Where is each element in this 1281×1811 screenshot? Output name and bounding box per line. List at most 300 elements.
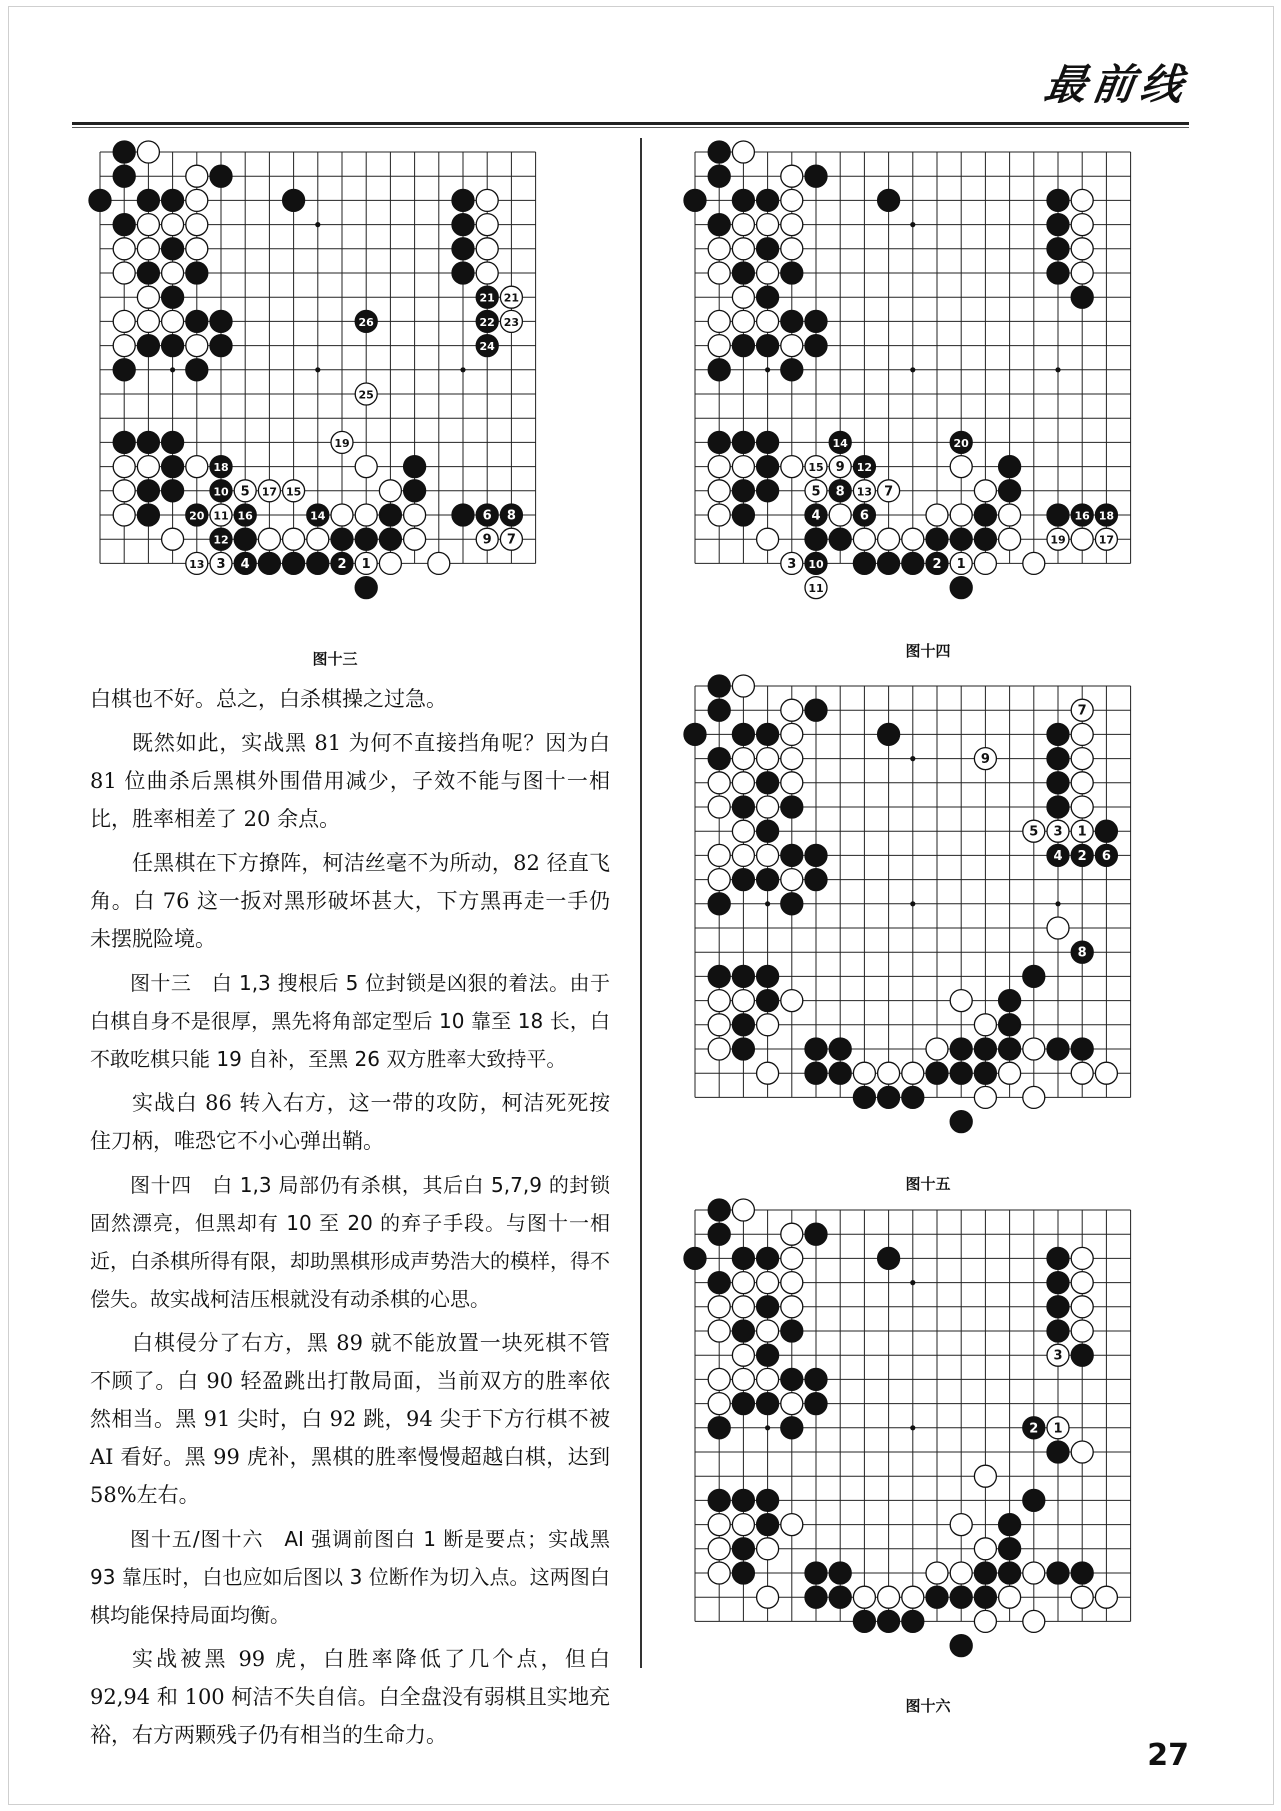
black-stone bbox=[805, 310, 827, 332]
black-stone bbox=[757, 189, 779, 211]
star-point bbox=[1055, 367, 1060, 372]
white-stone bbox=[853, 528, 875, 550]
black-stone bbox=[950, 1038, 972, 1060]
move-number: 2 bbox=[1077, 848, 1087, 864]
white-stone bbox=[210, 552, 232, 574]
black-stone bbox=[829, 1562, 851, 1584]
black-stone bbox=[476, 335, 498, 357]
black-stone bbox=[757, 480, 779, 502]
black-stone bbox=[781, 1417, 803, 1439]
black-stone bbox=[307, 552, 329, 574]
black-stone bbox=[757, 965, 779, 987]
white-stone bbox=[732, 1296, 754, 1318]
black-stone bbox=[708, 748, 730, 770]
black-stone bbox=[781, 310, 803, 332]
black-stone bbox=[805, 1586, 827, 1608]
white-stone bbox=[757, 1586, 779, 1608]
black-stone bbox=[1047, 1038, 1069, 1060]
white-stone bbox=[878, 480, 900, 502]
move-number: 11 bbox=[213, 509, 229, 523]
paragraph: 实战被黑 99 虎，白胜率降低了几个点，但白 92,94 和 100 柯洁不失自信。白全盘没有弱棋且实地充裕，右方两颗残子仍有相当的生命力。 bbox=[90, 1647, 610, 1747]
move-number: 6 bbox=[482, 508, 492, 524]
black-stone bbox=[1071, 1038, 1093, 1060]
black-stone bbox=[1047, 748, 1069, 770]
black-stone bbox=[1095, 820, 1117, 842]
black-stone bbox=[404, 480, 426, 502]
black-stone bbox=[708, 699, 730, 721]
white-stone bbox=[476, 214, 498, 236]
white-stone bbox=[1095, 1062, 1117, 1084]
move-number: 16 bbox=[1074, 509, 1090, 523]
white-stone bbox=[404, 504, 426, 526]
column-divider bbox=[640, 138, 642, 1668]
black-stone bbox=[500, 504, 522, 526]
header-rule bbox=[72, 122, 1189, 125]
black-stone bbox=[950, 577, 972, 599]
move-number: 11 bbox=[808, 582, 824, 596]
black-stone bbox=[781, 796, 803, 818]
white-stone bbox=[732, 675, 754, 697]
black-stone bbox=[926, 1062, 948, 1084]
white-stone bbox=[853, 1062, 875, 1084]
black-stone bbox=[1047, 214, 1069, 236]
move-number: 19 bbox=[1050, 533, 1066, 547]
white-stone bbox=[210, 504, 232, 526]
white-stone bbox=[708, 1296, 730, 1318]
black-stone bbox=[1047, 1320, 1069, 1342]
black-stone bbox=[162, 431, 184, 453]
black-stone bbox=[186, 262, 208, 284]
black-stone bbox=[950, 1062, 972, 1084]
move-number: 4 bbox=[1053, 848, 1063, 864]
move-number: 4 bbox=[240, 556, 250, 572]
white-stone bbox=[974, 748, 996, 770]
black-stone bbox=[757, 431, 779, 453]
board-grid bbox=[695, 152, 1131, 563]
black-stone bbox=[757, 1393, 779, 1415]
black-stone bbox=[162, 456, 184, 478]
black-stone bbox=[137, 480, 159, 502]
go-board-figure-16 bbox=[683, 1198, 1163, 1698]
black-stone bbox=[1047, 772, 1069, 794]
white-stone bbox=[1071, 189, 1093, 211]
white-stone bbox=[1071, 1062, 1093, 1084]
black-stone bbox=[853, 1086, 875, 1108]
white-stone bbox=[234, 480, 256, 502]
black-stone bbox=[708, 165, 730, 187]
white-stone bbox=[732, 1344, 754, 1366]
white-stone bbox=[708, 504, 730, 526]
black-stone bbox=[926, 552, 948, 574]
white-stone bbox=[974, 1538, 996, 1560]
white-stone bbox=[1071, 748, 1093, 770]
white-stone bbox=[1023, 820, 1045, 842]
white-stone bbox=[757, 1014, 779, 1036]
white-stone bbox=[853, 480, 875, 502]
black-stone bbox=[732, 262, 754, 284]
black-stone bbox=[186, 310, 208, 332]
black-stone bbox=[757, 1296, 779, 1318]
white-stone bbox=[708, 869, 730, 891]
black-stone bbox=[829, 528, 851, 550]
black-stone bbox=[708, 359, 730, 381]
white-stone bbox=[708, 1320, 730, 1342]
white-stone bbox=[805, 577, 827, 599]
move-number: 5 bbox=[811, 484, 821, 500]
black-stone bbox=[476, 310, 498, 332]
white-stone bbox=[757, 748, 779, 770]
move-number: 15 bbox=[285, 485, 302, 499]
white-stone bbox=[732, 1199, 754, 1221]
white-stone bbox=[137, 310, 159, 332]
black-stone bbox=[1023, 1417, 1045, 1439]
star-point bbox=[1055, 901, 1060, 906]
black-stone bbox=[210, 456, 232, 478]
black-stone bbox=[732, 723, 754, 745]
black-stone bbox=[926, 1586, 948, 1608]
white-stone bbox=[829, 456, 851, 478]
black-stone bbox=[379, 528, 401, 550]
black-stone bbox=[708, 1199, 730, 1221]
white-stone bbox=[476, 528, 498, 550]
move-number: 9 bbox=[482, 532, 492, 548]
black-stone bbox=[974, 528, 996, 550]
black-stone bbox=[234, 528, 256, 550]
white-stone bbox=[1071, 699, 1093, 721]
black-stone bbox=[999, 1038, 1021, 1060]
white-stone bbox=[1047, 1344, 1069, 1366]
black-stone bbox=[902, 1086, 924, 1108]
white-stone bbox=[137, 456, 159, 478]
white-stone bbox=[137, 141, 159, 163]
black-stone bbox=[186, 504, 208, 526]
white-stone bbox=[757, 1538, 779, 1560]
black-stone bbox=[283, 552, 305, 574]
white-stone bbox=[781, 990, 803, 1012]
black-stone bbox=[757, 723, 779, 745]
star-point bbox=[460, 367, 465, 372]
black-stone bbox=[805, 165, 827, 187]
move-number: 9 bbox=[980, 752, 990, 768]
white-stone bbox=[1071, 820, 1093, 842]
black-stone bbox=[878, 552, 900, 574]
black-stone bbox=[805, 1062, 827, 1084]
black-stone bbox=[234, 504, 256, 526]
black-stone bbox=[331, 552, 353, 574]
black-stone bbox=[805, 1368, 827, 1390]
black-stone bbox=[162, 189, 184, 211]
white-stone bbox=[732, 214, 754, 236]
black-stone bbox=[757, 1514, 779, 1536]
black-stone bbox=[974, 1586, 996, 1608]
black-stone bbox=[210, 310, 232, 332]
black-stone bbox=[1023, 1489, 1045, 1511]
white-stone bbox=[781, 189, 803, 211]
white-stone bbox=[476, 262, 498, 284]
move-number: 7 bbox=[1077, 703, 1087, 719]
black-stone bbox=[926, 528, 948, 550]
white-stone bbox=[878, 1062, 900, 1084]
white-stone bbox=[1071, 238, 1093, 260]
white-stone bbox=[781, 1272, 803, 1294]
black-stone bbox=[732, 431, 754, 453]
black-stone bbox=[1095, 844, 1117, 866]
black-stone bbox=[1047, 504, 1069, 526]
white-stone bbox=[781, 1514, 803, 1536]
white-stone bbox=[974, 480, 996, 502]
figure-13-caption: 图十三 bbox=[312, 650, 358, 668]
black-stone bbox=[732, 869, 754, 891]
white-stone bbox=[283, 480, 305, 502]
black-stone bbox=[1071, 504, 1093, 526]
paragraph: 实战白 86 转入右方，这一带的攻防，柯洁死死按住刀柄，唯恐它不小心弹出鞘。 bbox=[90, 1091, 610, 1153]
move-number: 18 bbox=[213, 461, 229, 475]
white-stone bbox=[500, 286, 522, 308]
white-stone bbox=[950, 552, 972, 574]
black-stone bbox=[805, 1393, 827, 1415]
white-stone bbox=[186, 335, 208, 357]
white-stone bbox=[757, 1320, 779, 1342]
white-stone bbox=[757, 1272, 779, 1294]
move-number: 10 bbox=[808, 557, 824, 571]
black-stone bbox=[732, 1489, 754, 1511]
star-point bbox=[170, 367, 175, 372]
white-stone bbox=[805, 456, 827, 478]
white-stone bbox=[1047, 917, 1069, 939]
black-stone bbox=[805, 1562, 827, 1584]
white-stone bbox=[708, 1514, 730, 1536]
black-stone bbox=[757, 335, 779, 357]
black-stone bbox=[732, 1247, 754, 1269]
move-number: 1 bbox=[1077, 824, 1087, 840]
black-stone bbox=[1023, 965, 1045, 987]
figure-note-13: 图十三 白 1,3 搜根后 5 位封锁是凶狠的着法。由于白棋自身不是很厚，黑先将角部定型后 10 靠至 18 长，白不敢吃棋只能 19 自补，至黑 26 双方胜率大致持平。 bbox=[90, 971, 610, 1071]
white-stone bbox=[283, 528, 305, 550]
black-stone bbox=[452, 262, 474, 284]
black-stone bbox=[974, 1038, 996, 1060]
running-head: 最前线 bbox=[1041, 60, 1193, 109]
black-stone bbox=[113, 431, 135, 453]
white-stone bbox=[732, 990, 754, 1012]
black-stone bbox=[404, 456, 426, 478]
white-stone bbox=[1023, 1038, 1045, 1060]
figure-note-15-16: 图十五/图十六 AI 强调前图白 1 断是要点；实战黑 93 靠压时，白也应如后图以 3 位断作为切入点。这两图白棋均能保持局面均衡。 bbox=[90, 1527, 610, 1627]
white-stone bbox=[186, 165, 208, 187]
white-stone bbox=[1071, 1247, 1093, 1269]
black-stone bbox=[137, 335, 159, 357]
white-stone bbox=[476, 238, 498, 260]
white-stone bbox=[1023, 1562, 1045, 1584]
black-stone bbox=[1047, 1441, 1069, 1463]
white-stone bbox=[708, 796, 730, 818]
white-stone bbox=[428, 552, 450, 574]
black-stone bbox=[113, 214, 135, 236]
white-stone bbox=[757, 1368, 779, 1390]
move-number: 23 bbox=[503, 315, 520, 329]
move-number: 8 bbox=[506, 508, 516, 524]
black-stone bbox=[732, 189, 754, 211]
white-stone bbox=[926, 504, 948, 526]
black-stone bbox=[732, 1014, 754, 1036]
white-stone bbox=[137, 238, 159, 260]
black-stone bbox=[162, 238, 184, 260]
black-stone bbox=[902, 552, 924, 574]
black-stone bbox=[137, 504, 159, 526]
move-number: 13 bbox=[189, 557, 205, 571]
white-stone bbox=[1071, 262, 1093, 284]
black-stone bbox=[1071, 286, 1093, 308]
white-stone bbox=[1047, 1417, 1069, 1439]
white-stone bbox=[732, 310, 754, 332]
white-stone bbox=[404, 528, 426, 550]
white-stone bbox=[113, 504, 135, 526]
black-stone bbox=[708, 1489, 730, 1511]
white-stone bbox=[1023, 552, 1045, 574]
white-stone bbox=[781, 552, 803, 574]
black-stone bbox=[853, 1610, 875, 1632]
black-stone bbox=[829, 1038, 851, 1060]
star-point bbox=[910, 901, 915, 906]
black-stone bbox=[137, 431, 159, 453]
white-stone bbox=[331, 431, 353, 453]
white-stone bbox=[732, 141, 754, 163]
white-stone bbox=[1071, 1441, 1093, 1463]
black-stone bbox=[999, 456, 1021, 478]
move-number: 2 bbox=[1029, 1421, 1039, 1437]
move-number: 3 bbox=[1053, 1348, 1063, 1364]
black-stone bbox=[355, 528, 377, 550]
white-stone bbox=[999, 528, 1021, 550]
black-stone bbox=[708, 893, 730, 915]
white-stone bbox=[974, 1086, 996, 1108]
black-stone bbox=[902, 1610, 924, 1632]
black-stone bbox=[829, 1062, 851, 1084]
white-stone bbox=[355, 552, 377, 574]
black-stone bbox=[781, 893, 803, 915]
white-stone bbox=[757, 310, 779, 332]
white-stone bbox=[1095, 528, 1117, 550]
white-stone bbox=[950, 504, 972, 526]
move-number: 18 bbox=[1098, 509, 1115, 523]
white-stone bbox=[708, 238, 730, 260]
black-stone bbox=[757, 772, 779, 794]
white-stone bbox=[113, 456, 135, 478]
black-stone bbox=[732, 1320, 754, 1342]
white-stone bbox=[186, 238, 208, 260]
black-stone bbox=[355, 577, 377, 599]
black-stone bbox=[829, 1586, 851, 1608]
white-stone bbox=[781, 748, 803, 770]
black-stone bbox=[452, 238, 474, 260]
black-stone bbox=[757, 1489, 779, 1511]
star-point bbox=[315, 222, 320, 227]
black-stone bbox=[757, 820, 779, 842]
black-stone bbox=[1047, 1272, 1069, 1294]
white-stone bbox=[781, 699, 803, 721]
white-stone bbox=[113, 262, 135, 284]
white-stone bbox=[307, 528, 329, 550]
white-stone bbox=[732, 1514, 754, 1536]
white-stone bbox=[757, 528, 779, 550]
white-stone bbox=[258, 528, 280, 550]
white-stone bbox=[1095, 1586, 1117, 1608]
white-stone bbox=[878, 528, 900, 550]
white-stone bbox=[781, 238, 803, 260]
move-number: 7 bbox=[884, 484, 894, 500]
black-stone bbox=[1047, 796, 1069, 818]
black-stone bbox=[1047, 1296, 1069, 1318]
white-stone bbox=[757, 1062, 779, 1084]
white-stone bbox=[1023, 1086, 1045, 1108]
black-stone bbox=[708, 214, 730, 236]
star-point bbox=[765, 901, 770, 906]
board-grid bbox=[695, 1210, 1131, 1621]
black-stone bbox=[805, 844, 827, 866]
white-stone bbox=[708, 1538, 730, 1560]
white-stone bbox=[708, 1014, 730, 1036]
white-stone bbox=[781, 772, 803, 794]
white-stone bbox=[732, 456, 754, 478]
white-stone bbox=[757, 844, 779, 866]
white-stone bbox=[186, 189, 208, 211]
black-stone bbox=[258, 552, 280, 574]
star-point bbox=[910, 1280, 915, 1285]
figure-15-caption: 图十五 bbox=[905, 1175, 951, 1193]
white-stone bbox=[1071, 723, 1093, 745]
white-stone bbox=[708, 1038, 730, 1060]
move-number: 14 bbox=[310, 509, 326, 523]
black-stone bbox=[878, 723, 900, 745]
move-number: 3 bbox=[787, 556, 797, 572]
white-stone bbox=[732, 844, 754, 866]
black-stone bbox=[853, 552, 875, 574]
move-number: 15 bbox=[808, 461, 824, 475]
black-stone bbox=[878, 1086, 900, 1108]
black-stone bbox=[452, 214, 474, 236]
move-number: 6 bbox=[859, 508, 869, 524]
white-stone bbox=[708, 1562, 730, 1584]
black-stone bbox=[210, 335, 232, 357]
black-stone bbox=[757, 1344, 779, 1366]
paragraph: 白棋也不好。总之，白杀棋操之过急。 bbox=[90, 687, 447, 711]
black-stone bbox=[210, 480, 232, 502]
black-stone bbox=[684, 723, 706, 745]
white-stone bbox=[999, 504, 1021, 526]
move-number: 3 bbox=[216, 556, 226, 572]
paragraph: 白棋侵分了右方，黑 89 就不能放置一块死棋不管不顾了。白 90 轻盈跳出打散局面，当前双方的胜率依然相当。黑 91 尖时，白 92 跳，94 尖于下方行棋不被 AI 看好。黑 99 虎补，黑棋的胜率慢慢超越白棋，达到 58%左右。 bbox=[90, 1331, 610, 1507]
white-stone bbox=[902, 528, 924, 550]
white-stone bbox=[113, 238, 135, 260]
white-stone bbox=[113, 335, 135, 357]
black-stone bbox=[89, 189, 111, 211]
black-stone bbox=[757, 456, 779, 478]
black-stone bbox=[853, 456, 875, 478]
white-stone bbox=[781, 869, 803, 891]
black-stone bbox=[113, 359, 135, 381]
white-stone bbox=[355, 504, 377, 526]
black-stone bbox=[210, 165, 232, 187]
white-stone bbox=[781, 1296, 803, 1318]
white-stone bbox=[500, 310, 522, 332]
figure-14-caption: 图十四 bbox=[905, 642, 951, 660]
black-stone bbox=[853, 504, 875, 526]
white-stone bbox=[781, 1393, 803, 1415]
white-stone bbox=[137, 214, 159, 236]
white-stone bbox=[258, 480, 280, 502]
move-number: 14 bbox=[832, 436, 848, 450]
black-stone bbox=[732, 480, 754, 502]
move-number: 5 bbox=[1029, 824, 1039, 840]
